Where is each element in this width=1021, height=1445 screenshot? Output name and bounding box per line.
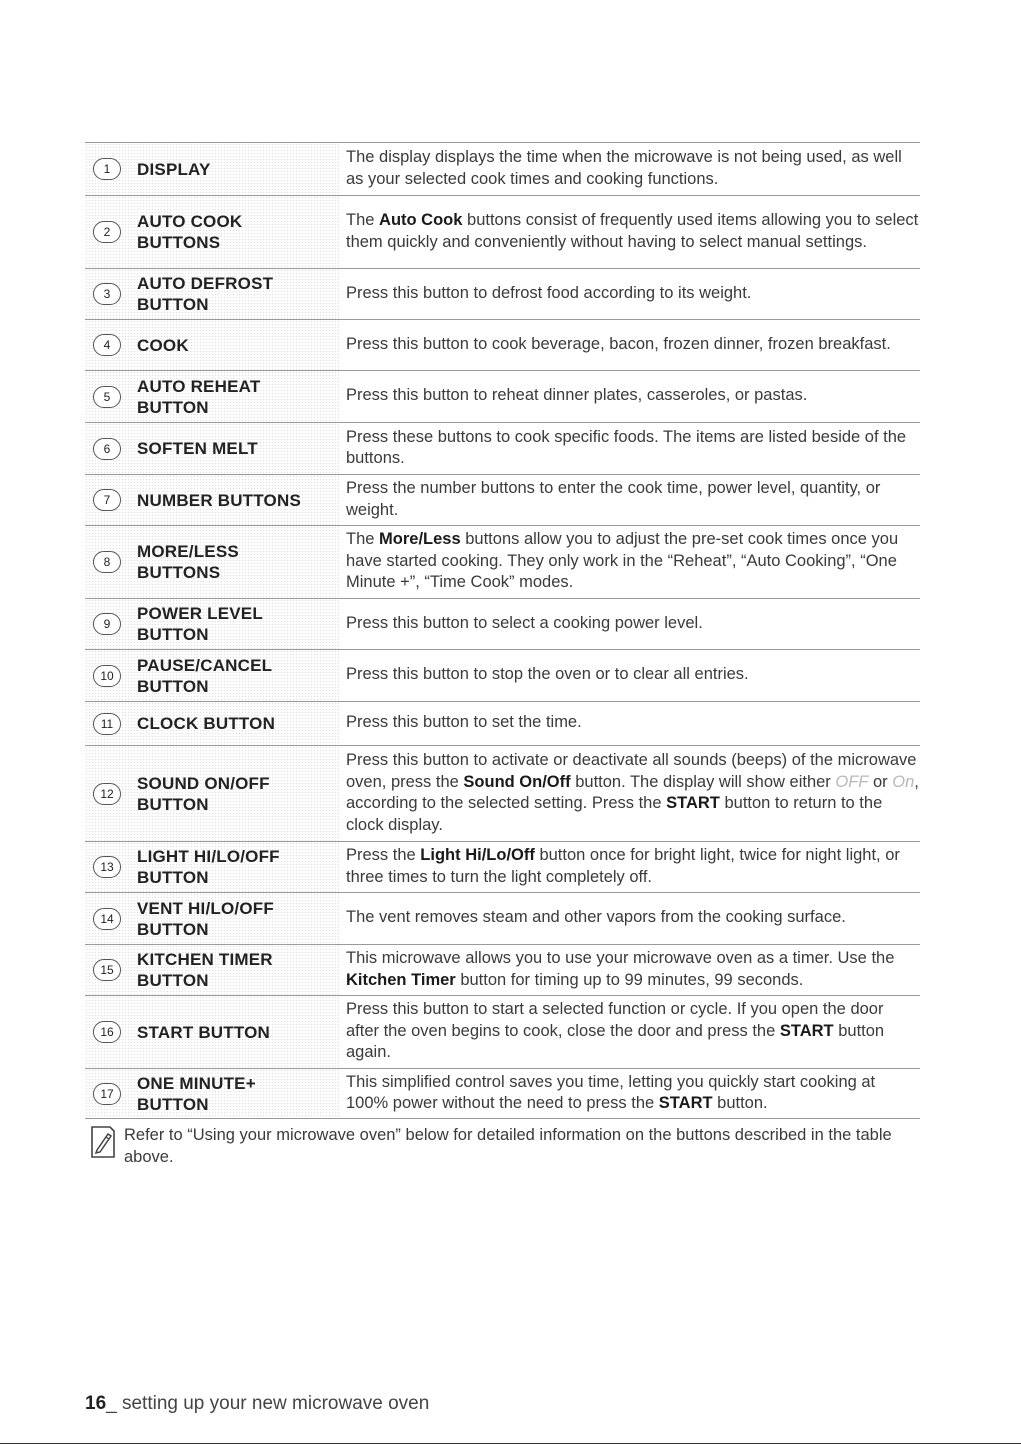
description-text: Press this button to start a selected function or cycle. If you open the door after the oven begins to cook, close the door and press the (346, 1000, 884, 1040)
table-row (85, 525, 920, 598)
button-label-cell (85, 269, 340, 319)
button-label-cell (85, 842, 340, 892)
description-text: button. (712, 1094, 768, 1112)
table-row (85, 841, 920, 892)
item-number-badge: 17 (93, 1083, 121, 1105)
button-name (137, 846, 280, 888)
page-footer (85, 1393, 429, 1415)
table-row (85, 370, 920, 422)
button-description-table (85, 142, 920, 1119)
button-name-line: SOFTEN MELT (137, 439, 258, 458)
button-name-line: LIGHT HI/LO/OFF (137, 847, 280, 866)
button-name (137, 541, 239, 583)
button-name-line: COOK (137, 335, 189, 355)
button-label-cell (85, 893, 340, 944)
button-name (137, 1073, 256, 1115)
button-description (340, 1069, 920, 1119)
button-name-line: NUMBER BUTTONS (137, 490, 301, 510)
button-description (340, 842, 920, 892)
button-label-cell (85, 475, 340, 525)
button-name (137, 655, 272, 697)
description-text: Press this button to set the time. (346, 713, 582, 732)
description-text: button to return to the clock display. (346, 794, 883, 834)
table-row (85, 319, 920, 370)
button-name-line: BUTTONS (137, 233, 221, 252)
button-name-line: BUTTONS (137, 563, 221, 582)
button-label-cell (85, 143, 340, 195)
description-text: buttons allow you to adjust the pre-set cook times once you have started cooking. They only work in the “Reheat”, “Auto Cooking”, “One Minute +”, “Time Cook” modes. (346, 530, 899, 592)
button-name-line: CLOCK BUTTON (137, 714, 276, 733)
table-row (85, 142, 920, 195)
description-text: or (868, 772, 893, 791)
button-description (340, 382, 920, 411)
note-pencil-icon (90, 1124, 116, 1160)
description-text: Press the (346, 846, 421, 864)
button-name-line: BUTTON (137, 868, 209, 887)
button-name-line: BUTTON (137, 1094, 209, 1114)
button-name-line: AUTO REHEAT (137, 376, 261, 396)
item-number-badge: 5 (93, 386, 121, 408)
description-text: Press this button to stop the oven or to clear all entries. (346, 665, 749, 684)
button-description (340, 996, 920, 1068)
description-text: button for timing up to 99 minutes, 99 seconds. (455, 970, 804, 989)
button-description (340, 331, 920, 360)
page-number: 16 (85, 1393, 107, 1414)
description-text: Press this button to reheat dinner plates, casseroles, or pastas. (346, 386, 808, 405)
button-name-line: POWER LEVEL (137, 604, 263, 623)
item-number-badge: 11 (93, 713, 121, 735)
button-label-cell (85, 320, 340, 370)
button-label-cell (85, 423, 340, 474)
button-description (340, 661, 920, 690)
button-label-cell (85, 526, 340, 598)
button-name-line: BUTTON (137, 295, 209, 314)
button-label-cell (85, 196, 340, 268)
table-row (85, 701, 920, 745)
bold-term: Light Hi/Lo/Off (420, 846, 535, 864)
button-description (340, 475, 920, 525)
button-name (137, 273, 273, 315)
button-name-line: START BUTTON (137, 1022, 271, 1042)
button-description (340, 904, 920, 933)
button-name (137, 603, 263, 645)
item-number-badge: 9 (93, 613, 121, 635)
button-name-line: BUTTON (137, 397, 209, 417)
description-text: buttons consist of frequently used items allowing you to select them quickly and conveniently without having to select manual settings. (346, 211, 919, 251)
button-name (137, 211, 242, 253)
button-name-line: BUTTON (137, 794, 209, 814)
description-text: This simplified control saves you time, letting you quickly start cooking at 100% power without the need to press the (346, 1072, 876, 1112)
button-name (137, 159, 211, 180)
button-label-cell (85, 945, 340, 995)
table-row (85, 649, 920, 701)
button-name-line: KITCHEN TIMER (137, 950, 273, 969)
button-description (340, 144, 920, 194)
button-name-line: BUTTON (137, 676, 209, 696)
button-description (340, 207, 920, 257)
button-label-cell (85, 746, 340, 841)
button-name-line: BUTTON (137, 971, 209, 990)
table-row (85, 474, 920, 525)
button-name-line: BUTTON (137, 625, 209, 644)
item-number-badge: 3 (93, 283, 121, 305)
item-number-badge: 10 (93, 665, 121, 687)
button-label-cell (85, 371, 340, 422)
item-number-badge: 6 (93, 438, 121, 460)
table-row (85, 745, 920, 841)
button-description (340, 945, 920, 995)
description-text: OFF (835, 772, 869, 791)
table-row (85, 195, 920, 268)
button-name-line: AUTO DEFROST (137, 274, 274, 293)
description-text: The vent removes steam and other vapors from the cooking surface. (346, 908, 846, 927)
button-description (340, 747, 920, 840)
item-number-badge: 16 (93, 1021, 121, 1043)
description-text: The display displays the time when the microwave is not being used, as well as your selected cook times and cooking functions. (346, 148, 902, 188)
bold-term: START (658, 1094, 713, 1112)
description-text: This microwave allows you to use your microwave oven as a timer. Use the (346, 949, 895, 967)
button-label-cell (85, 1069, 340, 1118)
button-label-cell (85, 599, 340, 649)
button-name (137, 376, 260, 418)
note (90, 1124, 920, 1168)
button-name (137, 438, 258, 459)
table-row (85, 268, 920, 319)
description-text: button again. (346, 1021, 885, 1062)
note-text: Refer to “Using your microwave oven” below for detailed information on the buttons described in the table above. (124, 1126, 892, 1166)
bold-term: START (666, 794, 720, 812)
description-text: The (346, 530, 380, 549)
button-name-line: AUTO COOK (137, 212, 243, 231)
button-label-cell (85, 650, 340, 701)
button-name (137, 713, 275, 734)
description-text: , according to the selected setting. Press the (346, 772, 919, 812)
item-number-badge: 2 (93, 221, 121, 243)
button-description (340, 610, 920, 639)
description-text: button. The display will show either (570, 772, 836, 791)
table-row (85, 944, 920, 995)
button-description (340, 424, 920, 474)
section-title: _ setting up your new microwave oven (106, 1393, 430, 1414)
bold-term: Auto Cook (379, 211, 463, 229)
button-name (137, 335, 189, 356)
item-number-badge: 14 (93, 908, 121, 930)
description-text: The (346, 211, 380, 229)
button-name-line: MORE/LESS (137, 542, 239, 561)
button-name-line: ONE MINUTE+ (137, 1073, 256, 1093)
description-text: On (892, 772, 915, 791)
description-text: button once for bright light, twice for night light, or three times to turn the light completely off. (346, 846, 900, 886)
button-name (137, 949, 273, 991)
table-row (85, 892, 920, 944)
table-row (85, 422, 920, 474)
button-label-cell (85, 996, 340, 1068)
description-text: Press this button to cook beverage, bacon, frozen dinner, frozen breakfast. (346, 334, 891, 353)
table-row (85, 995, 920, 1068)
item-number-badge: 7 (93, 489, 121, 511)
table-row (85, 598, 920, 649)
item-number-badge: 8 (93, 551, 121, 573)
description-text: Press these buttons to cook specific foods. The items are listed beside of the buttons. (346, 427, 907, 467)
button-name (137, 490, 301, 511)
button-name-line: DISPLAY (137, 159, 211, 179)
button-description (340, 526, 920, 598)
table-row (85, 1068, 920, 1119)
description-text: Press this button to select a cooking power level. (346, 613, 703, 632)
button-name-line: PAUSE/CANCEL (137, 655, 273, 675)
bold-term: More/Less (379, 530, 461, 549)
button-name-line: SOUND ON/OFF (137, 773, 270, 793)
item-number-badge: 4 (93, 334, 121, 356)
button-description (340, 709, 920, 738)
bold-term: Kitchen Timer (346, 970, 456, 989)
button-name (137, 1022, 270, 1043)
item-number-badge: 15 (93, 959, 121, 981)
button-label-cell (85, 702, 340, 745)
description-text: Press the number buttons to enter the cook time, power level, quantity, or weight. (346, 479, 881, 519)
bottom-rule (0, 1443, 1021, 1444)
button-name (137, 773, 270, 815)
button-description (340, 280, 920, 309)
bold-term: START (779, 1021, 834, 1040)
button-name-line: BUTTON (137, 919, 209, 939)
description-text: Press this button to defrost food according to its weight. (346, 283, 752, 302)
bold-term: Sound On/Off (463, 772, 571, 791)
button-name-line: VENT HI/LO/OFF (137, 898, 274, 918)
item-number-badge: 1 (93, 158, 121, 180)
item-number-badge: 12 (93, 783, 121, 805)
item-number-badge: 13 (93, 856, 121, 878)
description-text: Press this button to activate or deactivate all sounds (beeps) of the microwave oven, press the (346, 751, 917, 791)
button-name (137, 898, 274, 940)
